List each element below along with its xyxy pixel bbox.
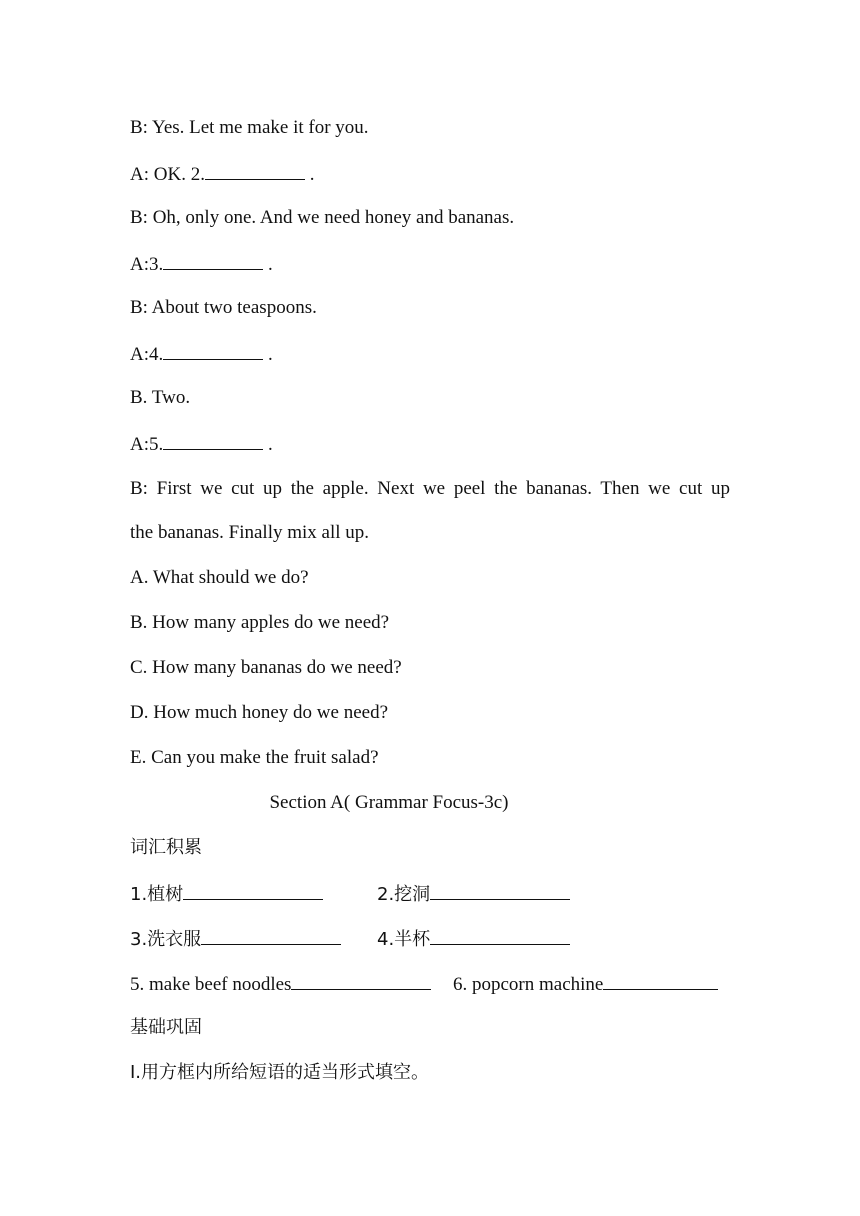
vocab-blank-6[interactable] bbox=[603, 971, 718, 990]
dialogue-suffix: . bbox=[263, 434, 273, 455]
option-a: A. What should we do? bbox=[130, 567, 309, 588]
dialogue-line-3: B: Oh, only one. And we need honey and bananas. bbox=[130, 207, 515, 228]
vocab-item-1: 1.植树 bbox=[130, 884, 184, 905]
dialogue-line-2 bbox=[130, 161, 314, 187]
section-title: Section A( Grammar Focus-3c) bbox=[269, 792, 509, 813]
vocab-blank-3[interactable] bbox=[201, 926, 341, 945]
dialogue-prefix: A: OK. 2. bbox=[130, 164, 205, 185]
dialogue-prefix: A:3. bbox=[130, 254, 164, 275]
dialogue-suffix: . bbox=[263, 254, 273, 275]
answer-blank-2[interactable] bbox=[205, 161, 305, 180]
basic-heading: 基础巩固 bbox=[130, 1017, 202, 1038]
vocab-row-2-right bbox=[377, 926, 570, 952]
vocab-blank-1[interactable] bbox=[183, 881, 323, 900]
dialogue-prefix: A:4. bbox=[130, 344, 164, 365]
vocab-item-6: 6. popcorn machine bbox=[453, 974, 604, 995]
vocab-blank-2[interactable] bbox=[430, 881, 570, 900]
answer-blank-3[interactable] bbox=[163, 251, 263, 270]
vocab-item-5: 5. make beef noodles bbox=[130, 974, 292, 995]
vocab-row-2 bbox=[130, 926, 341, 952]
vocab-item-3: 3.洗衣服 bbox=[130, 929, 202, 950]
dialogue-line-8 bbox=[130, 431, 273, 457]
answer-blank-5[interactable] bbox=[163, 431, 263, 450]
dialogue-prefix: A:5. bbox=[130, 434, 164, 455]
exercise-instruction: I.用方框内所给短语的适当形式填空。 bbox=[130, 1062, 430, 1083]
dialogue-line-6 bbox=[130, 341, 273, 367]
dialogue-line-4 bbox=[130, 251, 273, 277]
option-e: E. Can you make the fruit salad? bbox=[130, 747, 379, 768]
dialogue-line-7: B. Two. bbox=[130, 387, 191, 408]
vocab-blank-4[interactable] bbox=[430, 926, 570, 945]
dialogue-line-5: B: About two teaspoons. bbox=[130, 297, 317, 318]
vocab-heading: 词汇积累 bbox=[130, 837, 202, 858]
vocab-row-1 bbox=[130, 881, 323, 907]
vocab-item-4: 4.半杯 bbox=[377, 929, 431, 950]
dialogue-line-10: the bananas. Finally mix all up. bbox=[130, 522, 370, 543]
vocab-blank-5[interactable] bbox=[291, 971, 431, 990]
vocab-item-2: 2.挖洞 bbox=[377, 884, 431, 905]
dialogue-suffix: . bbox=[263, 344, 273, 365]
dialogue-line-1: B: Yes. Let me make it for you. bbox=[130, 117, 369, 138]
option-d: D. How much honey do we need? bbox=[130, 702, 389, 723]
vocab-row-3 bbox=[130, 971, 431, 997]
vocab-row-3-right bbox=[453, 971, 718, 997]
vocab-row-1-right bbox=[377, 881, 570, 907]
option-b: B. How many apples do we need? bbox=[130, 612, 390, 633]
answer-blank-4[interactable] bbox=[163, 341, 263, 360]
option-c: C. How many bananas do we need? bbox=[130, 657, 402, 678]
dialogue-line-9: B: First we cut up the apple. Next we peel the bananas. Then we cut up bbox=[130, 478, 730, 499]
dialogue-suffix: . bbox=[304, 164, 315, 185]
